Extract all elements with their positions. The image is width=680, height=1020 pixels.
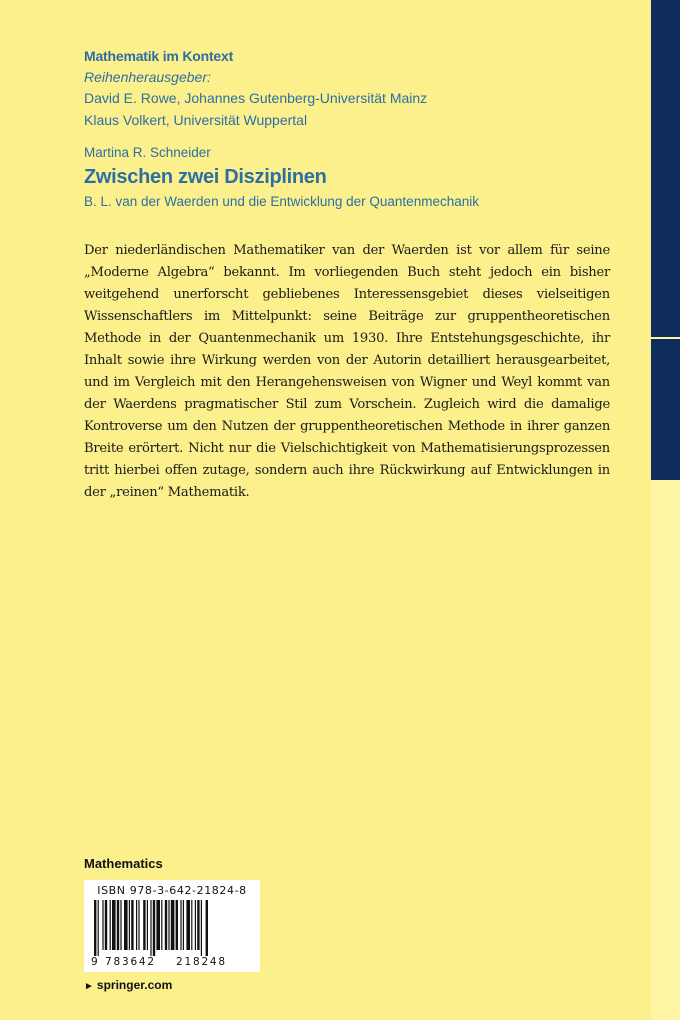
series-editor: Klaus Volkert, Universität Wuppertal (84, 111, 308, 128)
barcode-bar (102, 900, 103, 950)
edge-band-top (651, 0, 680, 337)
barcode-bar (191, 900, 192, 950)
blurb-text: Der niederländischen Mathematiker van der Waerden ist vor allem für seine „Moderne Algebra“ bekannt. Im vorliegenden Buch steht jedoch ein bisher weitgehend unerforscht gebliebenes Interessensgebiet dieses vielseitigen Wissenschaftlers im Mittelpunkt: seine Beiträge zur gruppentheoretischen Methode in der Quantenmechanik um 1930. Ihre Entstehungsgeschichte, ihr Inhalt sowie ihre Wirkung werden von der Autorin detailliert herausgearbeitet, und im Vergleich mit den Herangehensweisen von Wigner und Weyl kommt van der Waerdens pragmatischer Stil zum Vorschein. Zugleich wird die damalige Kontroverse um den Nutzen der gruppentheoretischen Methode in ihrer ganzen Breite erörtert. Nicht nur die Vielschichtigkeit von Mathematisierungsprozessen tritt hierbei offen zutage, sondern auch ihre Rückwirkung auf Entwicklungen in der „reinen“ Mathematik. (84, 243, 610, 500)
barcode-bar (161, 900, 162, 950)
barcode-bar (136, 900, 137, 950)
barcode-bar (129, 900, 130, 950)
publisher-link[interactable] (84, 978, 172, 992)
barcode-bar (201, 900, 202, 956)
barcode-bar (110, 900, 111, 950)
barcode-bar (94, 900, 96, 956)
barcode-bar (197, 900, 199, 950)
barcode-bar (183, 900, 184, 950)
barcode-bar (165, 900, 167, 950)
barcode-bar (124, 900, 128, 950)
barcode-bars (92, 900, 252, 956)
barcode-bar (138, 900, 139, 950)
barcode-digit-first: 9 (91, 956, 98, 968)
arrow-right-icon: ► (84, 981, 94, 992)
barcode-bar (168, 900, 169, 950)
barcode-bar (147, 900, 148, 950)
isbn-number: ISBN 978-3-642-21824-8 (97, 884, 247, 897)
barcode-bar (195, 900, 196, 950)
series-editor: David E. Rowe, Johannes Gutenberg-Universität Mainz (84, 90, 428, 106)
barcode-digits-right: 218248 (176, 956, 227, 968)
barcode-bar (105, 900, 107, 950)
barcode-bar (206, 900, 208, 956)
barcode-bar (98, 900, 99, 956)
author-name: Martina R. Schneider (84, 145, 211, 160)
series-info (84, 46, 624, 131)
barcode-bar (156, 900, 160, 950)
blurb (84, 240, 610, 504)
publisher-url: springer.com (96, 978, 173, 992)
book-title: Zwischen zwei Disziplinen (84, 166, 327, 188)
series-title: Mathematik im Kontext (84, 48, 234, 64)
edge-band-middle (651, 339, 680, 480)
barcode-bar (171, 900, 175, 950)
barcode-bar (120, 900, 121, 950)
barcode-bar (131, 900, 133, 950)
barcode-bar (117, 900, 119, 950)
isbn-barcode (84, 880, 260, 972)
barcode-bar (143, 900, 145, 950)
barcode-bar (176, 900, 178, 950)
series-editors-label: Reihenherausgeber: (84, 69, 211, 85)
barcode-bar (186, 900, 190, 950)
barcode-digits-left: 783642 (105, 956, 156, 968)
barcode-bar (150, 900, 151, 956)
book-subtitle: B. L. van der Waerden und die Entwicklung der Quantenmechanik (84, 194, 479, 209)
barcode-bar (180, 900, 181, 950)
barcode-bar (153, 900, 155, 956)
barcode-bar (112, 900, 116, 950)
subject-label: Mathematics (84, 856, 163, 871)
